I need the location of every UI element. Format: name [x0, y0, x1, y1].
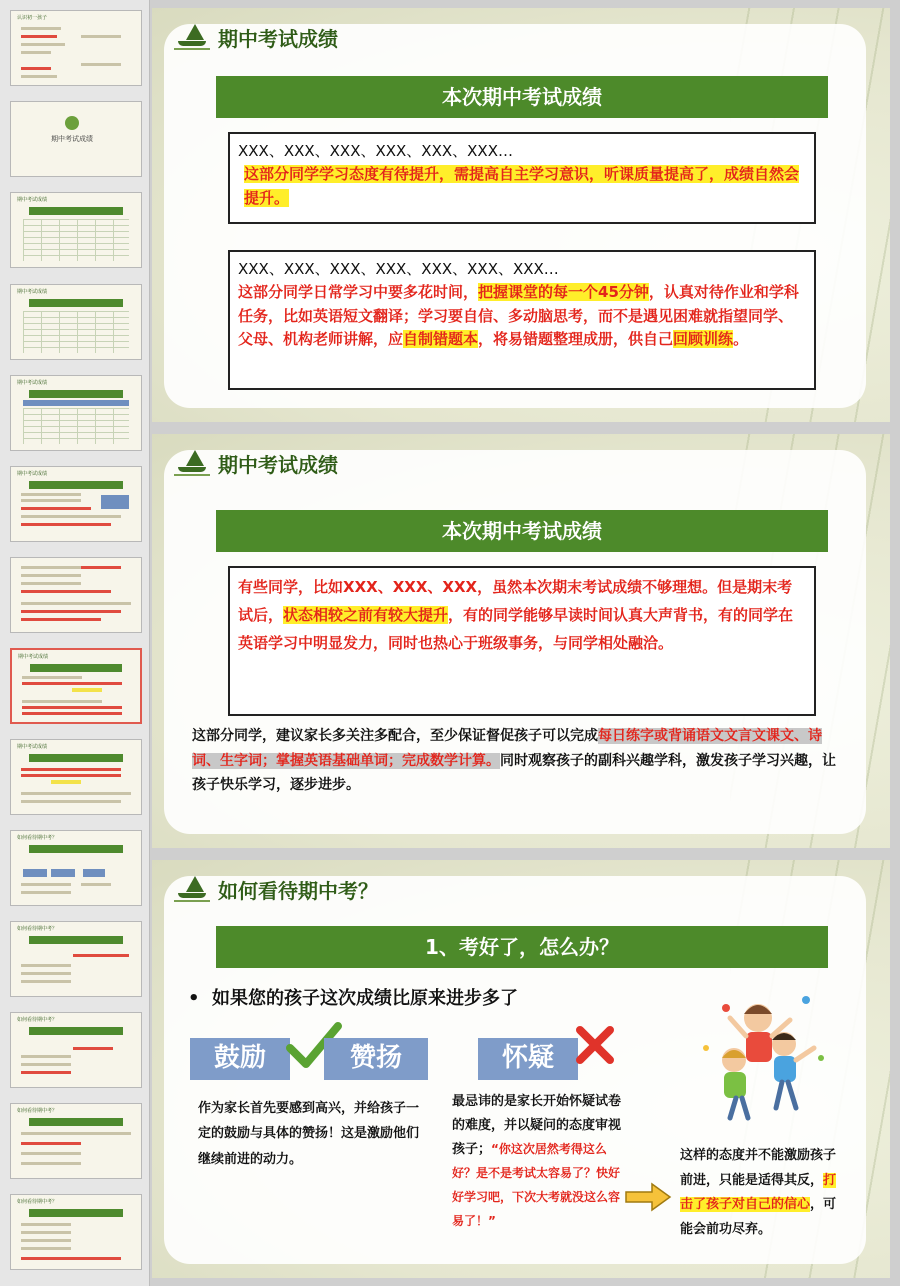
thumbnail-title: 期中考试成绩	[17, 471, 48, 477]
quote-text: “你这次居然考得这么好？是不是考试太容易了？快好好学习吧，下次大考就没这么容易了！”	[452, 1142, 621, 1229]
slide-thumbnail-14[interactable]	[10, 1194, 142, 1270]
highlight-text: 把握课堂的每一个45分钟	[478, 283, 649, 302]
encourage-tag: 鼓励	[190, 1038, 290, 1080]
highlight-text: 自制错题本	[403, 329, 479, 348]
slide-thumbnail-10[interactable]	[10, 830, 142, 906]
bullet-text: 如果您的孩子这次成绩比原来进步多了	[212, 988, 519, 1009]
slide-thumbnail-3[interactable]	[10, 192, 142, 268]
thumbnail-title: 期中考试成绩	[18, 654, 49, 660]
student-group-box	[228, 566, 816, 716]
arrow-right-icon	[624, 1182, 672, 1212]
slide-title: 如何看待期中考？	[218, 878, 378, 903]
slide-exam-results-2[interactable]	[152, 434, 890, 848]
advice-text: 虽然本次期末考试成绩不够理想。但是期末考试后，	[238, 578, 793, 624]
thumbnail-title: 如何看待期中考？	[17, 1108, 58, 1114]
highlight-text: 打击了孩子对自己的信心	[680, 1172, 837, 1213]
slide-thumbnail-6[interactable]	[10, 466, 142, 542]
thumbnail-title: 如何看待期中考？	[17, 926, 58, 932]
student-names: XXX、XXX、XXX、XXX、XXX、XXX、XXX…	[238, 260, 559, 278]
slide-title: 期中考试成绩	[218, 452, 338, 477]
slide-thumbnail-1[interactable]	[10, 10, 142, 86]
advice-text: 同时观察孩子的副科兴趣学科，激发孩子学习兴趣，让孩子快乐学习，逐步进步。	[192, 752, 836, 793]
boat-icon	[174, 22, 210, 52]
advice-text: ，可能会前功尽弃。	[680, 1197, 837, 1238]
thumbnail-title: 期中考试成绩	[51, 135, 93, 143]
parent-advice-paragraph	[192, 724, 844, 798]
student-group-box-1	[228, 132, 816, 224]
advice-text: 这部分同学，建议家长多关注多配合，至少保证督促孩子可以完成	[192, 728, 598, 744]
consequence-description	[680, 1144, 840, 1243]
thumbnail-title: 期中考试成绩	[17, 197, 48, 203]
slide-thumbnail-8-selected[interactable]	[10, 648, 142, 724]
thumbnail-title: 期中考试成绩	[17, 380, 48, 386]
section-bar: 本次期中考试成绩	[216, 76, 828, 118]
section-bar: 本次期中考试成绩	[216, 510, 828, 552]
slide-thumbnail-4[interactable]	[10, 284, 142, 360]
slide-title: 期中考试成绩	[218, 26, 338, 51]
thumbnail-title: 认识初一孩子	[17, 15, 48, 21]
thumbnail-title: 期中考试成绩	[17, 744, 48, 750]
doubt-description	[452, 1090, 628, 1234]
slide-header	[174, 874, 378, 904]
praise-tag: 赞扬	[324, 1038, 428, 1080]
bullet-point: • 如果您的孩子这次成绩比原来进步多了	[188, 988, 519, 1009]
highlight-text: 状态相较之前有较大提升	[283, 605, 449, 624]
slide-thumbnail-2[interactable]	[10, 101, 142, 177]
slide-thumbnail-11[interactable]	[10, 921, 142, 997]
slide-thumbnail-9[interactable]	[10, 739, 142, 815]
advice-text: 。	[733, 329, 749, 348]
slide-how-to-view-midterm[interactable]	[152, 860, 890, 1278]
cross-icon	[574, 1024, 616, 1066]
student-group-box-2	[228, 250, 816, 390]
highlight-text: 每日练字或背诵语文文言文课文、诗词、生字词；掌握英语基础单词；完成数学计算。	[192, 728, 822, 769]
advice-text: ，将易错题整理成册，供自己	[478, 329, 674, 348]
slide-thumbnail-13[interactable]	[10, 1103, 142, 1179]
advice-text: 这样的态度并不能激励孩子前进，只能是适得其反，	[680, 1148, 837, 1188]
slide-thumbnail-7[interactable]	[10, 557, 142, 633]
encourage-description: 作为家长首先要感到高兴，并给孩子一定的鼓励与具体的赞扬！这是激励他们继续前进的动力。	[198, 1101, 420, 1167]
advice-text: ，有的同学能够早读时间认真大声背书，有的同学在英语学习中明显发力，同时也热心于班级事务，与同学相处融洽。	[238, 605, 794, 652]
advice-text: 这部分同学学习态度有待提升，需提高自主学习意识，听课质量提高了，成绩自然会提升。	[244, 165, 800, 207]
advice-text: 有些同学，比如XXX、XXX、XXX，	[238, 578, 493, 596]
advice-text: ，认真对待作业和学科任务，比如英语短文翻译；学习要自信、多动脑思考，而不是遇见困难就指望同学、父母、机构老师讲解，应	[238, 283, 799, 348]
student-names: XXX、XXX、XXX、XXX、XXX、XXX…	[238, 142, 513, 160]
highlight-text: 回顾训练	[673, 329, 734, 348]
advice-text: 这部分同学日常学习中要多花时间，	[238, 283, 479, 302]
thumbnail-title: 期中考试成绩	[17, 289, 48, 295]
slide-header	[174, 22, 338, 52]
slide-thumbnail-panel[interactable]	[0, 0, 150, 1286]
thumbnail-title: 如何看待期中考？	[17, 1199, 58, 1205]
boat-icon	[174, 874, 210, 904]
section-bar: 1、考好了，怎么办？	[216, 926, 828, 968]
boat-icon	[174, 448, 210, 478]
doubt-tag: 怀疑	[478, 1038, 578, 1080]
happy-kids-illustration	[686, 978, 836, 1128]
slide-exam-results-1[interactable]	[152, 8, 890, 422]
slide-header	[174, 448, 338, 478]
thumbnail-title: 如何看待期中考？	[17, 835, 58, 841]
slide-thumbnail-5[interactable]	[10, 375, 142, 451]
slide-thumbnail-12[interactable]	[10, 1012, 142, 1088]
thumbnail-title: 如何看待期中考？	[17, 1017, 58, 1023]
advice-text: 最忌讳的是家长开始怀疑试卷的难度，并以疑问的态度审视孩子；	[452, 1094, 622, 1158]
